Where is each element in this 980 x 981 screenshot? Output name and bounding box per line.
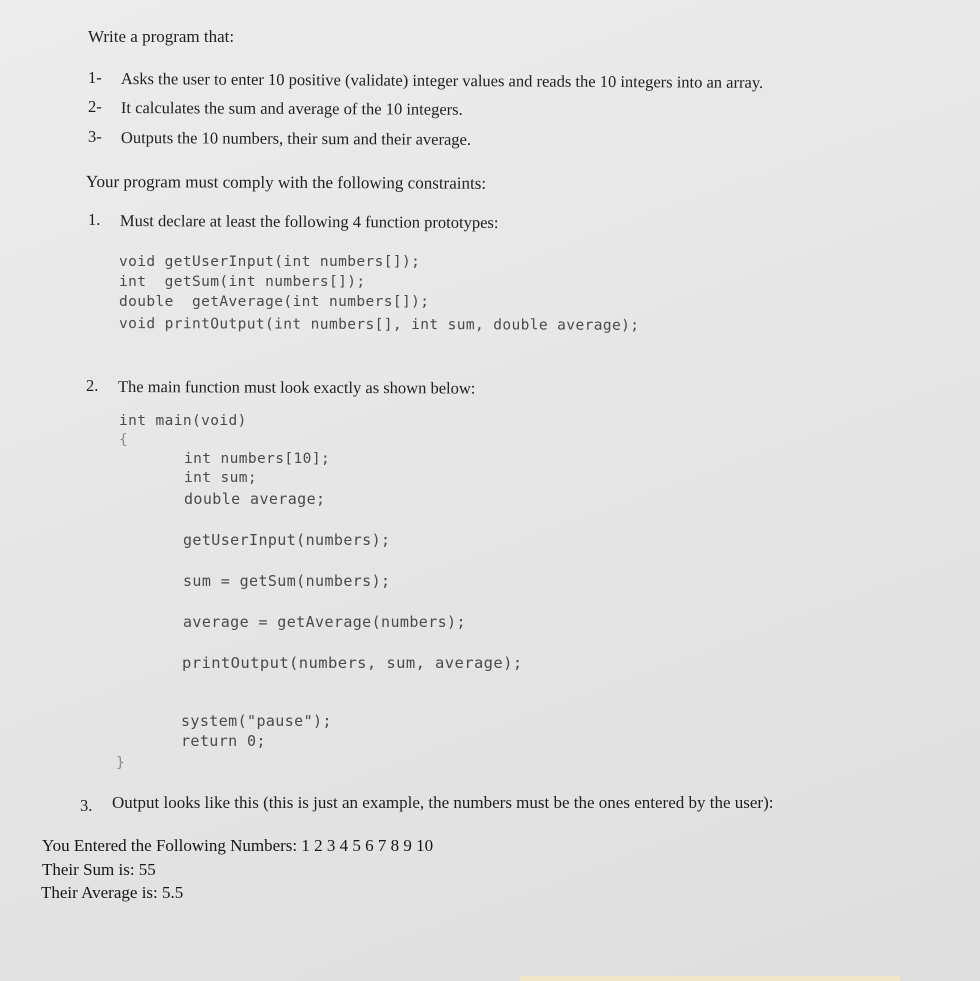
code-line: int numbers[10]; (184, 451, 331, 467)
code-line: printOutput(numbers, sum, average); (182, 654, 523, 672)
code-line: double getAverage(int numbers[]); (119, 294, 430, 310)
constraint-text: Output looks like this (this is just an example, the numbers must be the ones entered by the user): (112, 793, 774, 812)
constraints-intro: Your program must comply with the following constraints: (85, 172, 487, 193)
sample-output-line: Their Average is: 5.5 (41, 883, 184, 902)
code-line: double average; (184, 490, 326, 508)
sample-output-line: Their Sum is: 55 (42, 860, 156, 879)
code-line: { (119, 432, 129, 448)
code-line: sum = getSum(numbers); (183, 572, 391, 590)
constraint-number: 1. (88, 210, 101, 229)
assignment-heading: Write a program that: (88, 27, 235, 46)
constraint-text: The main function must look exactly as shown below: (117, 377, 476, 398)
step-text: It calculates the sum and average of the 10 integers. (120, 98, 463, 119)
page-edge-strip (520, 976, 900, 981)
code-line: } (116, 755, 126, 771)
constraint-text: Must declare at least the following 4 function prototypes: (119, 211, 499, 232)
code-line: void printOutput(int numbers[], int sum, double average); (118, 316, 640, 334)
code-line: system("pause"); (181, 712, 332, 730)
step-number: 1- (88, 68, 102, 87)
code-line: getUserInput(numbers); (183, 531, 391, 549)
code-line: int main(void) (119, 413, 247, 429)
code-line: int getSum(int numbers[]); (119, 274, 366, 290)
constraint-number: 2. (86, 376, 99, 395)
step-number: 3- (88, 127, 102, 146)
step-text: Asks the user to enter 10 positive (validate) integer values and reads the 10 integers into an array. (120, 69, 764, 92)
code-line: average = getAverage(numbers); (183, 613, 466, 631)
code-line: void getUserInput(int numbers[]); (119, 254, 421, 270)
code-line: return 0; (181, 732, 266, 750)
step-number: 2- (88, 97, 102, 116)
constraint-number: 3. (80, 796, 93, 815)
step-text: Outputs the 10 numbers, their sum and their average. (120, 128, 472, 149)
code-line: int sum; (184, 470, 258, 486)
sample-output-line: You Entered the Following Numbers: 1 2 3 4 5 6 7 8 9 10 (42, 836, 434, 855)
